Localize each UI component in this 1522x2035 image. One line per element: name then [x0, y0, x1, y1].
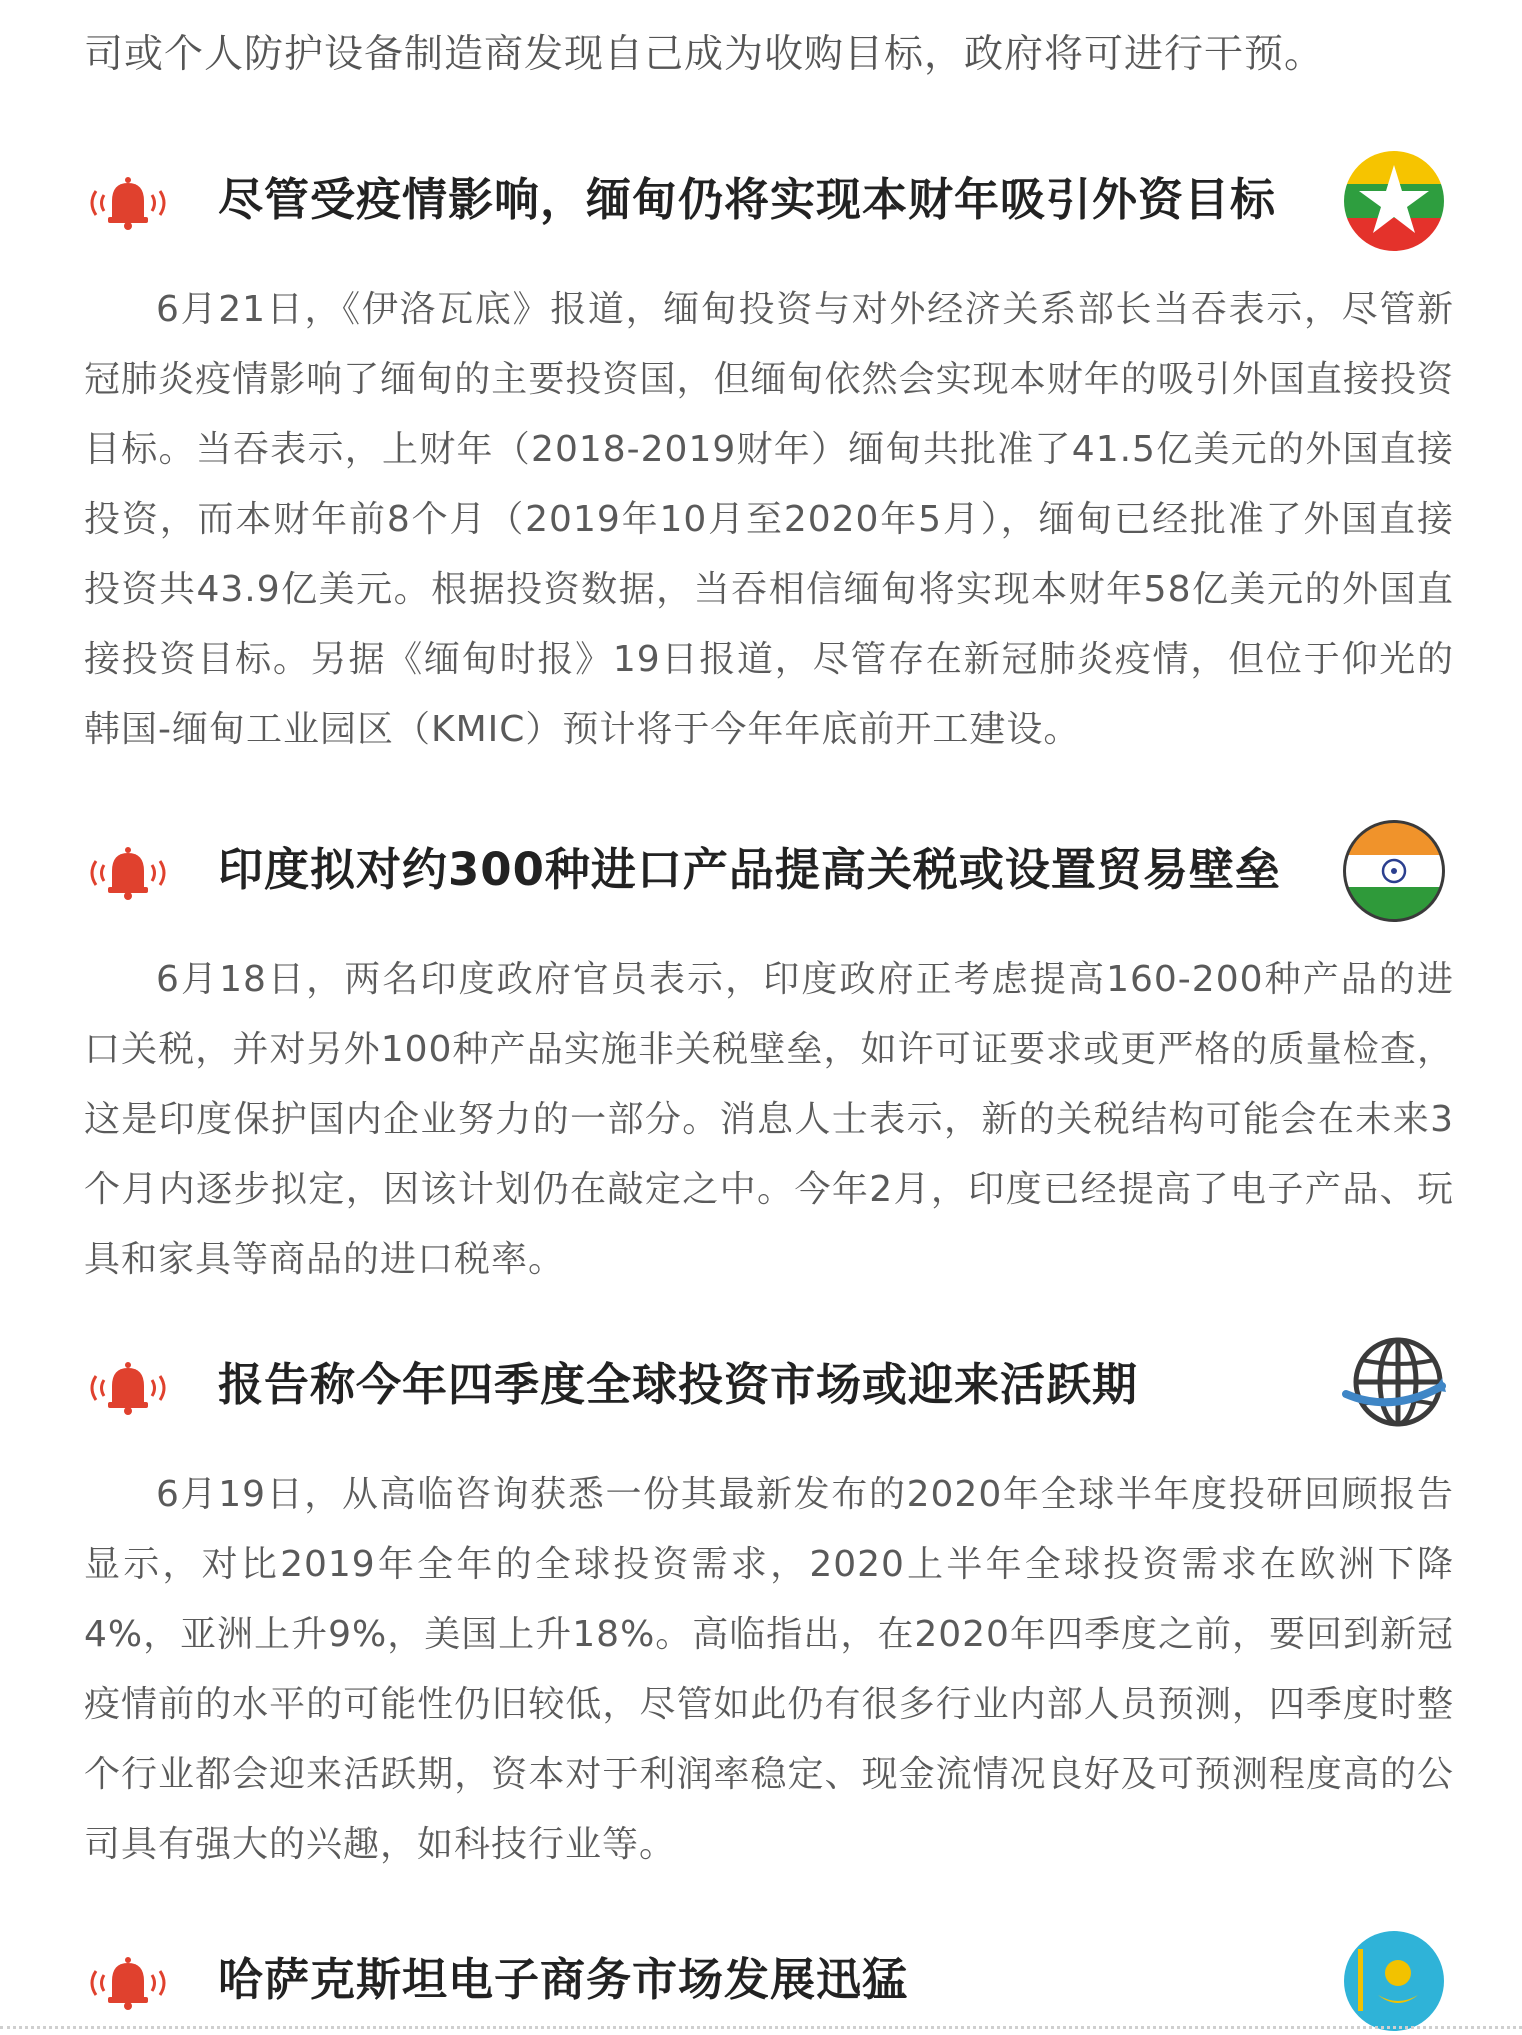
- section-body: 6月21日，《伊洛瓦底》报道，缅甸投资与对外经济关系部长当吞表示，尽管新冠肺炎疫情影响了缅甸的主要投资国，但缅甸依然会实现本财年的吸引外国直接投资目标。当吞表示，上财年（2018-2019财年）缅甸共批准了41.5亿美元的外国直接投资，而本财年前8个月（2019年10月至2020年5月），缅甸已经批准了外国直接投资共43.9亿美元。根据投资数据，当吞相信缅甸将实现本财年58亿美元的外国直接投资目标。另据《缅甸时报》19日报道，尽管存在新冠肺炎疫情，但位于仰光的韩国-缅甸工业园区（KMIC）预计将于今年年底前开工建设。: [84, 289, 1454, 750]
- globe-icon: [1342, 1334, 1446, 1438]
- section-myanmar: [0, 145, 1522, 750]
- section-india: [0, 815, 1522, 1280]
- alarm-bell-icon: [82, 173, 174, 233]
- section-header: [0, 1925, 1522, 2035]
- section-title: 报告称今年四季度全球投资市场或迎来活跃期: [218, 1358, 1139, 1411]
- section-title: 尽管受疫情影响，缅甸仍将实现本财年吸引外资目标: [218, 173, 1277, 226]
- india-flag-icon: [1342, 819, 1446, 923]
- section-header: [0, 815, 1522, 925]
- alarm-bell-icon: [82, 1358, 174, 1418]
- bottom-dotted-divider: [0, 2026, 1522, 2029]
- section-header: [0, 145, 1522, 255]
- section-body: 6月18日，两名印度政府官员表示，印度政府正考虑提高160-200种产品的进口关税，并对另外100种产品实施非关税壁垒，如许可证要求或更严格的质量检查，这是印度保护国内企业努力的一部分。消息人士表示，新的关税结构可能会在未来3个月内逐步拟定，因该计划仍在敲定之中。今年2月，印度已经提高了电子产品、玩具和家具等商品的进口税率。: [84, 959, 1454, 1280]
- intro-paragraph: 司或个人防护设备制造商发现自己成为收购目标，政府将可进行干预。: [84, 32, 1325, 77]
- alarm-bell-icon: [82, 1953, 174, 2013]
- myanmar-flag-icon: [1342, 149, 1446, 253]
- section-kazakhstan: [0, 1925, 1522, 2035]
- section-body: 6月19日，从高临咨询获悉一份其最新发布的2020年全球半年度投研回顾报告显示，对比2019年全年的全球投资需求，2020上半年全球投资需求在欧洲下降4%，亚洲上升9%，美国上升18%。高临指出，在2020年四季度之前，要回到新冠疫情前的水平的可能性仍旧较低，尽管如此仍有很多行业内部人员预测，四季度时整个行业都会迎来活跃期，资本对于利润率稳定、现金流情况良好及可预测程度高的公司具有强大的兴趣，如科技行业等。: [84, 1474, 1454, 1865]
- section-title: 哈萨克斯坦电子商务市场发展迅猛: [218, 1953, 909, 2006]
- section-title: 印度拟对约300种进口产品提高关税或设置贸易壁垒: [218, 843, 1281, 896]
- section-header: [0, 1330, 1522, 1440]
- alarm-bell-icon: [82, 843, 174, 903]
- section-global: [0, 1330, 1522, 1865]
- kazakhstan-flag-icon: [1342, 1929, 1446, 2033]
